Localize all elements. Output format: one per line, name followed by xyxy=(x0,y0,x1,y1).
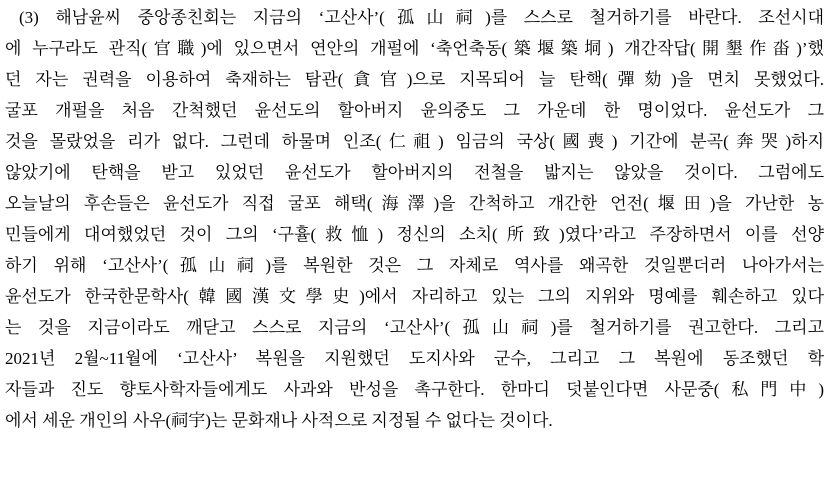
text-line: 자들과 진도 향토사학자들에게도 사과와 반성을 촉구한다. 한마디 덧붙인다면 사문중(私門中) xyxy=(5,380,824,399)
text-line: 윤선도가 한국한문학사(韓國漢文學史)에서 자리하고 있는 그의 지위와 명예를 훼손하고 있다 xyxy=(5,287,824,306)
text-line: 것을 몰랐었을 리가 없다. 그런데 하물며 인조(仁祖) 임금의 국상(國喪) 기간에 분곡(奔哭)하지 xyxy=(5,132,824,151)
text-line: 하기 위해 ‘고산사’(孤山祠)를 복원한 것은 그 자체로 역사를 왜곡한 것일뿐더러 나아가서는 xyxy=(5,256,824,275)
text-line: 던 자는 권력을 이용하여 축재하는 탐관(貪官)으로 지목되어 늘 탄핵(彈劾)을 면치 못했었다. xyxy=(5,70,824,89)
text-line: 에서 세운 개인의 사우(祠宇)는 문화재나 사적으로 지정될 수 없다는 것이다. xyxy=(5,411,553,430)
text-line: 않았기에 탄핵을 받고 있었던 윤선도가 할아버지의 전철을 밟지는 않았을 것이다. 그럼에도 xyxy=(5,163,824,182)
text-line: 2021년 2월~11월에 ‘고산사’ 복원을 지원했던 도지사와 군수, 그리고 그 복원에 동조했던 학 xyxy=(5,349,824,368)
text-line: 에 누구라도 관직(官職)에 있으면서 연안의 개펄에 ‘축언축동(築堰築垌) 개간작답(開墾作畓)’했 xyxy=(5,39,824,58)
text-line: 오늘날의 후손들은 윤선도가 직접 굴포 해택(海澤)을 간척하고 개간한 언전(堰田)을 가난한 농 xyxy=(5,194,824,213)
text-line: (3) 해남윤씨 중앙종친회는 지금의 ‘고산사’(孤山祠)를 스스로 철거하기를 바란다. 조선시대 xyxy=(19,8,824,27)
text-line: 굴포 개펄을 처음 간척했던 윤선도의 할아버지 윤의중도 그 가운데 한 명이었다. 윤선도가 그 xyxy=(5,101,824,120)
text-line: 민들에게 대여했었던 것이 그의 ‘구휼(救恤) 정신의 소치(所致)였다’라고 주장하면서 이를 선양 xyxy=(5,225,824,244)
text-line: 는 것을 지금이라도 깨닫고 스스로 지금의 ‘고산사’(孤山祠)를 철거하기를 권고한다. 그리고 xyxy=(5,318,824,337)
